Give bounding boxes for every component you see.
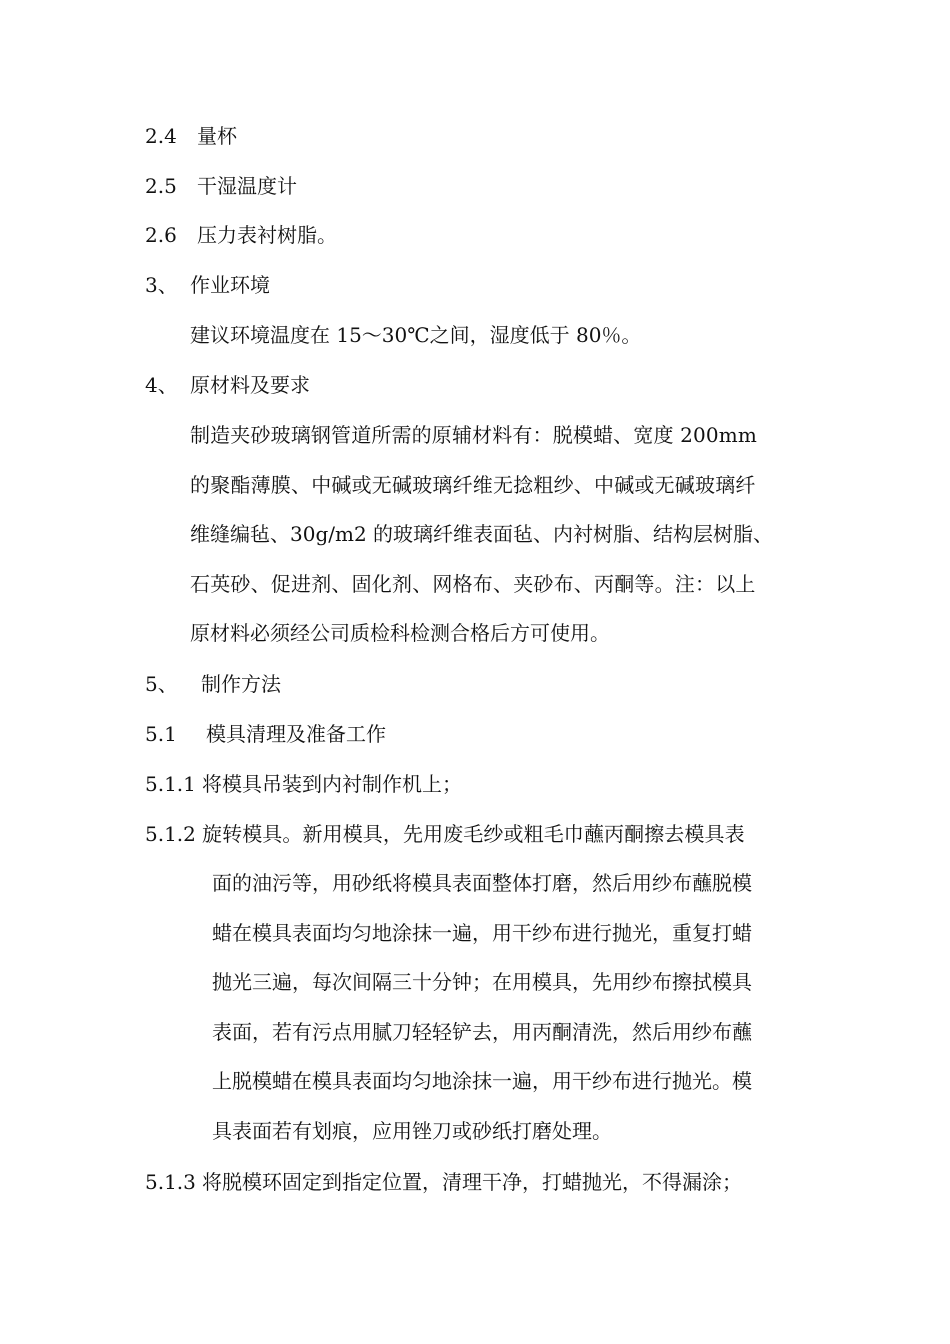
- paragraph-line: 制造夹砂玻璃钢管道所需的原辅材料有：脱模蜡、宽度 200mm: [190, 423, 757, 447]
- paragraph-line: 抛光三遍，每次间隔三十分钟；在用模具，先用纱布擦拭模具: [212, 970, 752, 995]
- item-number: 5.1.1: [145, 772, 196, 796]
- item-number: 5.1: [145, 722, 177, 746]
- section-number: 5、: [145, 672, 178, 696]
- item-text: 将模具吊装到内衬制作机上；: [202, 772, 462, 796]
- item-text: 旋转模具。新用模具，先用废毛纱或粗毛巾蘸丙酮擦去模具表: [202, 822, 745, 846]
- item-text: 压力表衬树脂。: [197, 223, 337, 247]
- section-5-heading: [145, 672, 281, 696]
- paragraph-line: 原材料必须经公司质检科检测合格后方可使用。: [190, 621, 610, 646]
- paragraph-line: 石英砂、促进剂、固化剂、网格布、夹砂布、丙酮等。注：以上: [190, 571, 756, 596]
- materials-paragraph: [190, 411, 773, 659]
- section-3-heading: [145, 273, 270, 297]
- section-number: 4、: [145, 373, 178, 397]
- section-title: 制作方法: [201, 672, 281, 696]
- paragraph-line: 表面，若有污点用腻刀轻轻铲去，用丙酮清洗，然后用纱布蘸: [212, 1019, 752, 1044]
- item-5-1-2: [145, 822, 745, 846]
- paragraph-line: 蜡在模具表面均匀地涂抹一遍，用干纱布进行抛光，重复打蜡: [212, 920, 752, 945]
- paragraph-text: 建议环境温度在 15～30℃之间，湿度低于 80％。: [190, 323, 642, 347]
- item-text: 干湿温度计: [197, 174, 297, 198]
- item-text: 模具清理及准备工作: [206, 722, 386, 746]
- section-4-heading: [145, 373, 310, 397]
- item-5-1-3: [145, 1170, 742, 1194]
- item-number: 2.6: [145, 223, 177, 247]
- environment-paragraph: [190, 323, 641, 347]
- item-2-4: [145, 124, 237, 148]
- paragraph-line: 面的油污等，用砂纸将模具表面整体打磨，然后用纱布蘸脱模: [212, 871, 752, 895]
- item-2-5: [145, 174, 297, 198]
- item-text: 量杯: [197, 124, 237, 148]
- section-number: 3、: [145, 273, 178, 297]
- item-number: 2.4: [145, 124, 177, 148]
- paragraph-line: 的聚酯薄膜、中碱或无碱玻璃纤维无捻粗纱、中碱或无碱玻璃纤: [190, 472, 756, 497]
- paragraph-line: 上脱模蜡在模具表面均匀地涂抹一遍，用干纱布进行抛光。模: [212, 1069, 752, 1094]
- item-number: 5.1.3: [145, 1170, 196, 1194]
- item-text: 将脱模环固定到指定位置，清理干净，打蜡抛光，不得漏涂；: [202, 1170, 742, 1194]
- mold-cleaning-paragraph: [212, 859, 752, 1157]
- item-number: 5.1.2: [145, 822, 196, 846]
- item-5-1-1: [145, 772, 462, 796]
- paragraph-line: 维缝编毡、30g/m2 的玻璃纤维表面毡、内衬树脂、结构层树脂、: [190, 522, 774, 547]
- paragraph-line: 具表面若有划痕，应用锉刀或砂纸打磨处理。: [212, 1118, 612, 1143]
- item-number: 2.5: [145, 174, 177, 198]
- section-title: 原材料及要求: [190, 373, 310, 397]
- item-5-1: [145, 722, 386, 746]
- section-title: 作业环境: [190, 273, 270, 297]
- item-2-6: [145, 223, 337, 247]
